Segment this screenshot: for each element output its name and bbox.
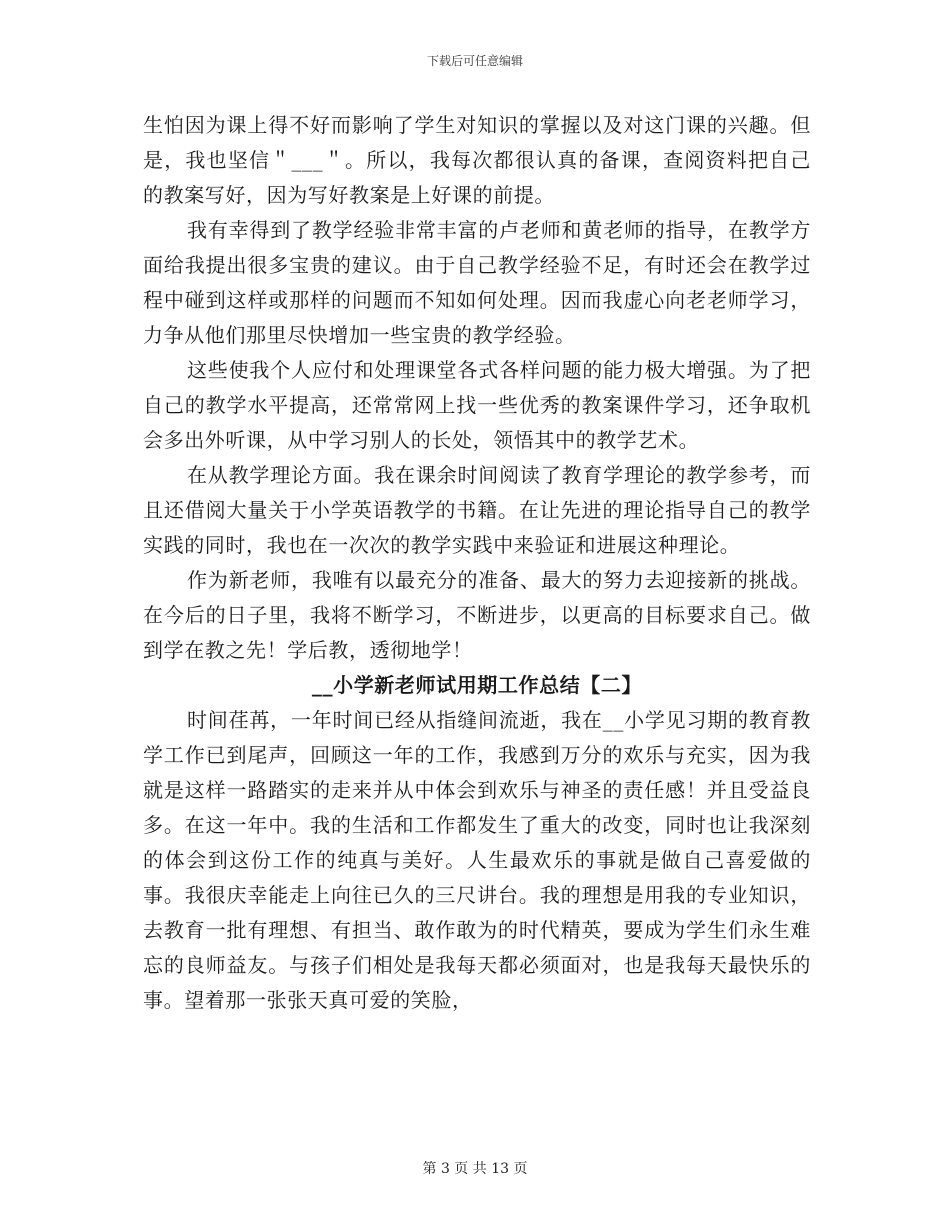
page-header-note: 下载后可任意编辑	[426, 54, 523, 68]
paragraph-skills: 这些使我个人应付和处理课堂各式各样问题的能力极大增强。为了把自己的教学水平提高，还常常网上找一些优秀的教案课件学习，还争取机会多出外听课，从中学习别人的长处，领悟其中的教学艺术。	[143, 358, 811, 452]
paragraph-theory: 在从教学理论方面。我在课余时间阅读了教育学理论的教学参考，而且还借阅大量关于小学英语教学的书籍。在让先进的理论指导自己的教学实践的同时，我也在一次次的教学实践中来验证和进展这种理论。	[143, 463, 811, 557]
paragraph-section-two: 时间荏苒，一年时间已经从指缝间流逝，我在__小学见习期的教育教学工作已到尾声，回顾这一年的工作，我感到万分的欢乐与充实，因为我就是这样一路踏实的走来并从中体会到欢乐与神圣的责任感！并且受益良多。在这一年中。我的生活和工作都发生了重大的改变，同时也让我深刻的体会到这份工作的纯真与美好。人生最欢乐的事就是做自己喜爱做的事。我很庆幸能走上向往已久的三尺讲台。我的理想是用我的专业知识，去教育一批有理想、有担当、敢作敢为的时代精英，要成为学生们永生难忘的良师益友。与孩子们相处是我每天都必须面对，也是我每天最快乐的事。望着那一张张天真可爱的笑脸，	[143, 708, 811, 1012]
section-title: __小学新老师试用期工作总结【二】	[311, 673, 643, 697]
paragraph-conclusion: 作为新老师，我唯有以最充分的准备、最大的努力去迎接新的挑战。在今后的日子里，我将不断学习，不断进步，以更高的目标要求自己。做到学在教之先！学后教，透彻地学！	[143, 568, 811, 662]
page-number: 第 3 页 共 13 页	[422, 1161, 528, 1177]
paragraph-mentors: 我有幸得到了教学经验非常丰富的卢老师和黄老师的指导，在教学方面给我提出很多宝贵的建议。由于自己教学经验不足，有时还会在教学过程中碰到这样或那样的问题而不知如何处理。因而我虚心向老老师学习，力争从他们那里尽快增加一些宝贵的教学经验。	[143, 218, 811, 347]
document-body	[143, 108, 811, 1018]
paragraph-continuation: 生怕因为课上得不好而影响了学生对知识的掌握以及对这门课的兴趣。但是，我也坚信＂___＂。所以，我每次都很认真的备课，查阅资料把自己的教案写好，因为写好教案是上好课的前提。	[143, 113, 811, 207]
